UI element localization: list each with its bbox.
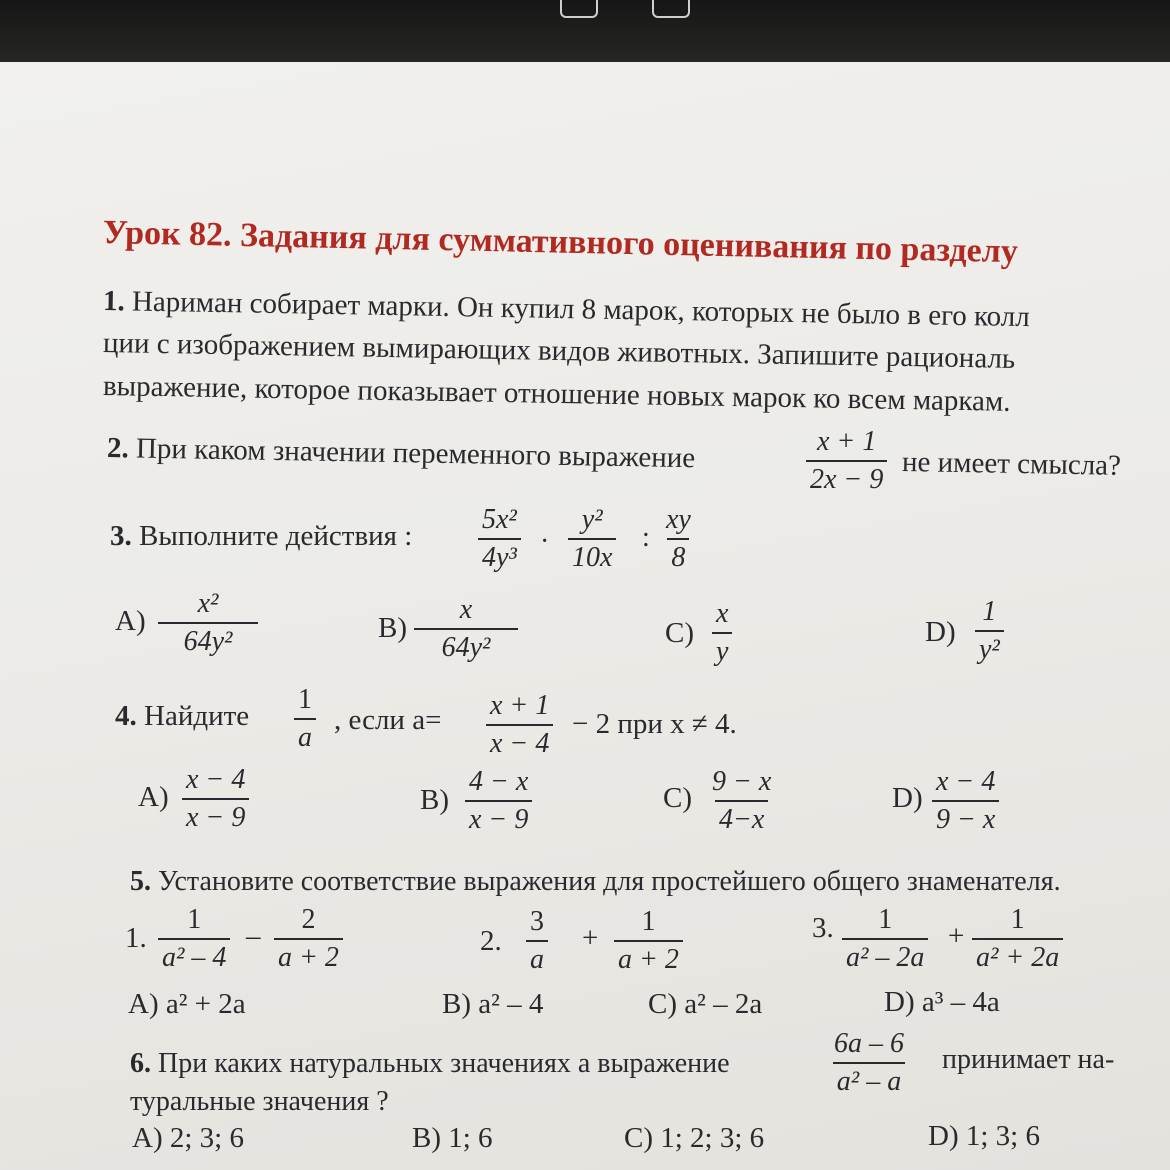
fraction-denominator: 2x − 9 [806, 460, 887, 494]
fraction-numerator: 2 [301, 904, 316, 935]
fraction-numerator: x + 1 [817, 426, 877, 457]
fraction-denominator: y² [975, 630, 1004, 664]
q5-item-2-fraction-a [526, 908, 548, 974]
fraction-numerator: x [716, 598, 729, 629]
fraction-numerator: xy [666, 504, 691, 535]
partial-icon [652, 0, 690, 18]
question-4-fraction-1 [294, 686, 316, 752]
question-6-line-2: туральные значения ? [130, 1086, 389, 1117]
question-2-number: 2. [106, 432, 130, 465]
fraction-numerator: 1 [641, 906, 656, 937]
question-3-fraction-2 [568, 506, 616, 572]
fraction-denominator: 9 − x [932, 800, 999, 834]
q4-option-d-fraction [932, 768, 999, 834]
q6-option-d: D) 1; 3; 6 [928, 1120, 1040, 1152]
fraction-numerator: 1 [187, 904, 202, 935]
fraction-numerator: x + 1 [490, 690, 550, 721]
fraction-numerator: 1 [298, 684, 312, 715]
q5-option-d: D) a³ – 4a [884, 986, 1000, 1018]
fraction-denominator: a² – 4 [158, 938, 230, 972]
q5-item-1-label: 1. [125, 922, 147, 954]
fraction-denominator: 64y² [158, 622, 258, 656]
fraction-denominator: x − 9 [182, 798, 249, 832]
question-3-text [110, 520, 412, 553]
q5-item-3-fraction-a [842, 906, 928, 972]
photo-top-dark-edge [0, 0, 1170, 62]
divide-sign: : [642, 522, 650, 553]
question-5-number: 5. [130, 866, 151, 897]
page-title: Урок 82. Задания для суммативного оценивания по разделу [102, 214, 1019, 271]
fraction-denominator: a + 2 [614, 940, 683, 974]
fraction-numerator: x² [197, 588, 219, 619]
question-1-line-2: ции с изображением вымирающих видов животных. Запишите рациональ [102, 327, 1016, 375]
q3-option-d-label: D) [925, 616, 956, 648]
q5-item-2-fraction-b [614, 908, 683, 974]
fraction-denominator: x − 9 [465, 800, 532, 834]
question-1-number: 1. [102, 285, 126, 318]
question-6-number: 6. [130, 1048, 151, 1079]
fraction-numerator: x − 4 [936, 766, 996, 797]
fraction-denominator: 10x [568, 538, 616, 572]
q3-option-c-fraction [712, 600, 732, 666]
question-6-tail: принимает на- [942, 1044, 1115, 1075]
q4-option-a-fraction [182, 766, 249, 832]
question-1-text: Нариман собирает марки. Он купил 8 марок, которых не было в его колл [131, 285, 1031, 334]
partial-icon [560, 0, 598, 18]
q5-item-3-fraction-b [972, 906, 1063, 972]
q5-item-3-label: 3. [812, 912, 834, 944]
fraction-denominator: 4y³ [478, 538, 521, 572]
question-3-fraction-3 [662, 506, 695, 572]
question-4-prompt: Найдите [144, 700, 250, 732]
q5-item-1-operator: – [246, 920, 261, 952]
q6-option-b: B) 1; 6 [412, 1122, 493, 1154]
question-4-text [115, 700, 249, 733]
fraction-denominator: a + 2 [274, 938, 343, 972]
fraction-numerator: y² [581, 504, 603, 535]
fraction-numerator: 4 − x [469, 766, 529, 797]
q5-item-2-operator: + [582, 922, 599, 954]
q3-option-b-fraction [414, 596, 518, 662]
question-3-number: 3. [110, 520, 132, 552]
question-3-prompt: Выполните действия : [139, 520, 413, 552]
q5-item-1-fraction-b [274, 906, 343, 972]
fraction-denominator: y [712, 632, 732, 666]
fraction-denominator: 4−x [715, 800, 768, 834]
q4-option-c-label: C) [663, 782, 692, 814]
q6-option-c: C) 1; 2; 3; 6 [624, 1122, 765, 1154]
question-4-fraction-2 [486, 692, 553, 758]
q3-option-a-fraction [158, 590, 258, 656]
question-6-text [130, 1048, 730, 1080]
fraction-numerator: x − 4 [186, 764, 246, 795]
fraction-denominator: x − 4 [486, 724, 553, 758]
q4-option-b-label: B) [420, 784, 449, 816]
q5-item-2-label: 2. [480, 925, 502, 957]
question-4-if-a: , если a= [334, 704, 442, 736]
fraction-numerator: 1 [1010, 904, 1025, 935]
fraction-numerator: 3 [530, 906, 544, 937]
q5-item-3-operator: + [948, 920, 965, 952]
question-4-number: 4. [115, 700, 137, 732]
fraction-numerator: 1 [878, 904, 893, 935]
fraction-numerator: 9 − x [712, 766, 772, 797]
q4-option-d-label: D) [892, 782, 923, 814]
fraction-denominator: a² + 2a [972, 938, 1063, 972]
q3-option-b-label: B) [378, 612, 407, 644]
q5-option-b: B) a² – 4 [442, 988, 544, 1020]
q4-option-c-fraction [708, 768, 775, 834]
question-6-fraction [830, 1030, 908, 1096]
q4-option-b-fraction [465, 768, 532, 834]
question-2-tail: не имеет смысла? [901, 446, 1122, 482]
fraction-denominator: a [294, 718, 316, 752]
q3-option-a-label: A) [115, 605, 146, 637]
question-6-prompt: При каких натуральных значениях a выражение [158, 1048, 730, 1079]
question-4-tail: − 2 при x ≠ 4. [572, 708, 737, 740]
fraction-denominator: a² – 2a [842, 938, 928, 972]
question-5-text [130, 866, 1061, 898]
question-5-prompt: Установите соответствие выражения для простейшего общего знаменателя. [158, 866, 1061, 897]
q5-item-1-fraction-a [158, 906, 230, 972]
question-1-line-3: выражение, которое показывает отношение новых марок ко всем маркам. [102, 370, 1011, 418]
q6-option-a: A) 2; 3; 6 [132, 1122, 244, 1154]
question-2-fraction [806, 428, 887, 494]
question-3-fraction-1 [478, 506, 521, 572]
multiply-sign: · [540, 526, 550, 557]
fraction-numerator: x [459, 594, 473, 625]
q5-option-c: C) a² – 2a [648, 988, 763, 1020]
fraction-denominator: 64y² [414, 628, 518, 662]
q5-option-a: A) a² + 2a [128, 988, 246, 1020]
q3-option-d-fraction [975, 598, 1004, 664]
fraction-denominator: 8 [667, 538, 689, 572]
question-2-prompt: При каком значении переменного выражение [135, 432, 696, 475]
q3-option-c-label: C) [665, 617, 694, 649]
fraction-denominator: a [526, 940, 548, 974]
q4-option-a-label: A) [138, 781, 169, 813]
fraction-denominator: a² – a [833, 1062, 905, 1096]
fraction-numerator: 5x² [482, 504, 517, 535]
fraction-numerator: 1 [982, 596, 997, 627]
fraction-numerator: 6a – 6 [834, 1028, 904, 1059]
